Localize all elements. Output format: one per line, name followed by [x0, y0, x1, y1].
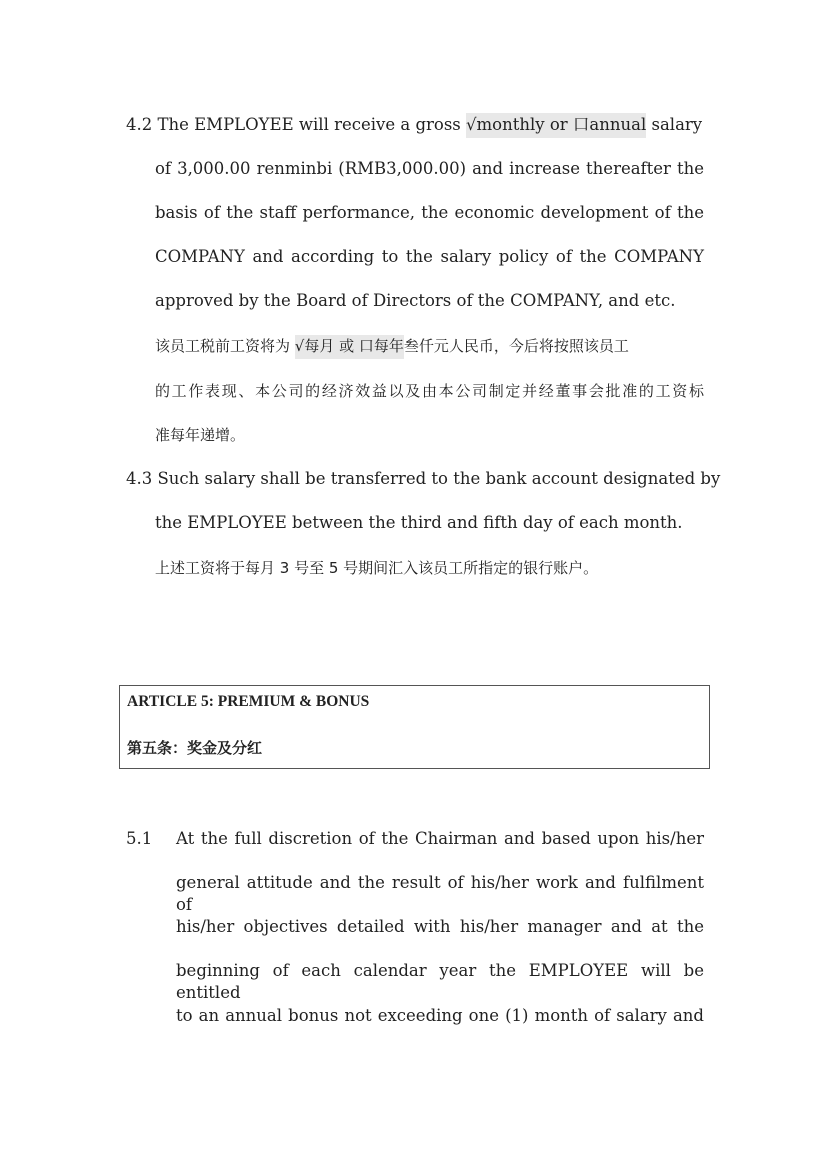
clause-line: beginning of each calendar year the EMPLOYEE will be entitled	[176, 961, 704, 1002]
clause-text: salary	[646, 115, 703, 134]
clause-line: to an annual bonus not exceeding one (1) month of salary and	[176, 1006, 704, 1025]
clause-line: of 3,000.00 renminbi (RMB3,000.00) and increase thereafter the	[155, 159, 704, 178]
clause-number: 5.1	[126, 829, 153, 848]
clause-line: approved by the Board of Directors of the COMPANY, and etc.	[155, 291, 676, 310]
clause-cn-line: 准每年递增。	[155, 426, 246, 444]
article-5-heading-box	[119, 685, 710, 769]
salary-period-options-cn: √每月 或 口每年	[295, 335, 404, 359]
clause-line: the EMPLOYEE between the third and fifth day of each month.	[155, 513, 683, 532]
clause-number: 4.2	[126, 115, 153, 134]
article-title-en: ARTICLE 5: PREMIUM & BONUS	[127, 693, 370, 710]
clause-4-3-first-line	[126, 468, 721, 490]
clause-cn-text: 该员工税前工资将为	[155, 337, 295, 355]
option-annual-unchecked: 口annual	[572, 115, 647, 134]
clause-line: COMPANY and according to the salary policy of the COMPANY	[155, 247, 704, 266]
salary-period-options	[466, 113, 646, 138]
clause-number: 4.3	[126, 469, 153, 488]
option-monthly-checked: √monthly or	[466, 115, 573, 134]
clause-line: basis of the staff performance, the economic development of the	[155, 203, 704, 222]
clause-line: general attitude and the result of his/her work and fulfilment of	[176, 873, 704, 914]
clause-line: his/her objectives detailed with his/her manager and at the	[176, 917, 704, 936]
clause-cn-line	[155, 335, 704, 357]
clause-cn-line: 的工作表现、本公司的经济效益以及由本公司制定并经董事会批准的工资标	[155, 382, 704, 400]
clause-cn-text: 叁仟元人民币，今后将按照该员工	[403, 337, 629, 355]
clause-4-2-first-line	[126, 114, 704, 136]
clause-text: The EMPLOYEE will receive a gross	[157, 115, 467, 134]
clause-cn-line: 上述工资将于每月 3 号至 5 号期间汇入该员工所指定的银行账户。	[155, 559, 599, 577]
clause-line: At the full discretion of the Chairman and based upon his/her	[176, 829, 704, 848]
article-title-cn: 第五条：奖金及分红	[127, 739, 263, 757]
clause-text: Such salary shall be transferred to the bank account designated by	[157, 469, 721, 488]
